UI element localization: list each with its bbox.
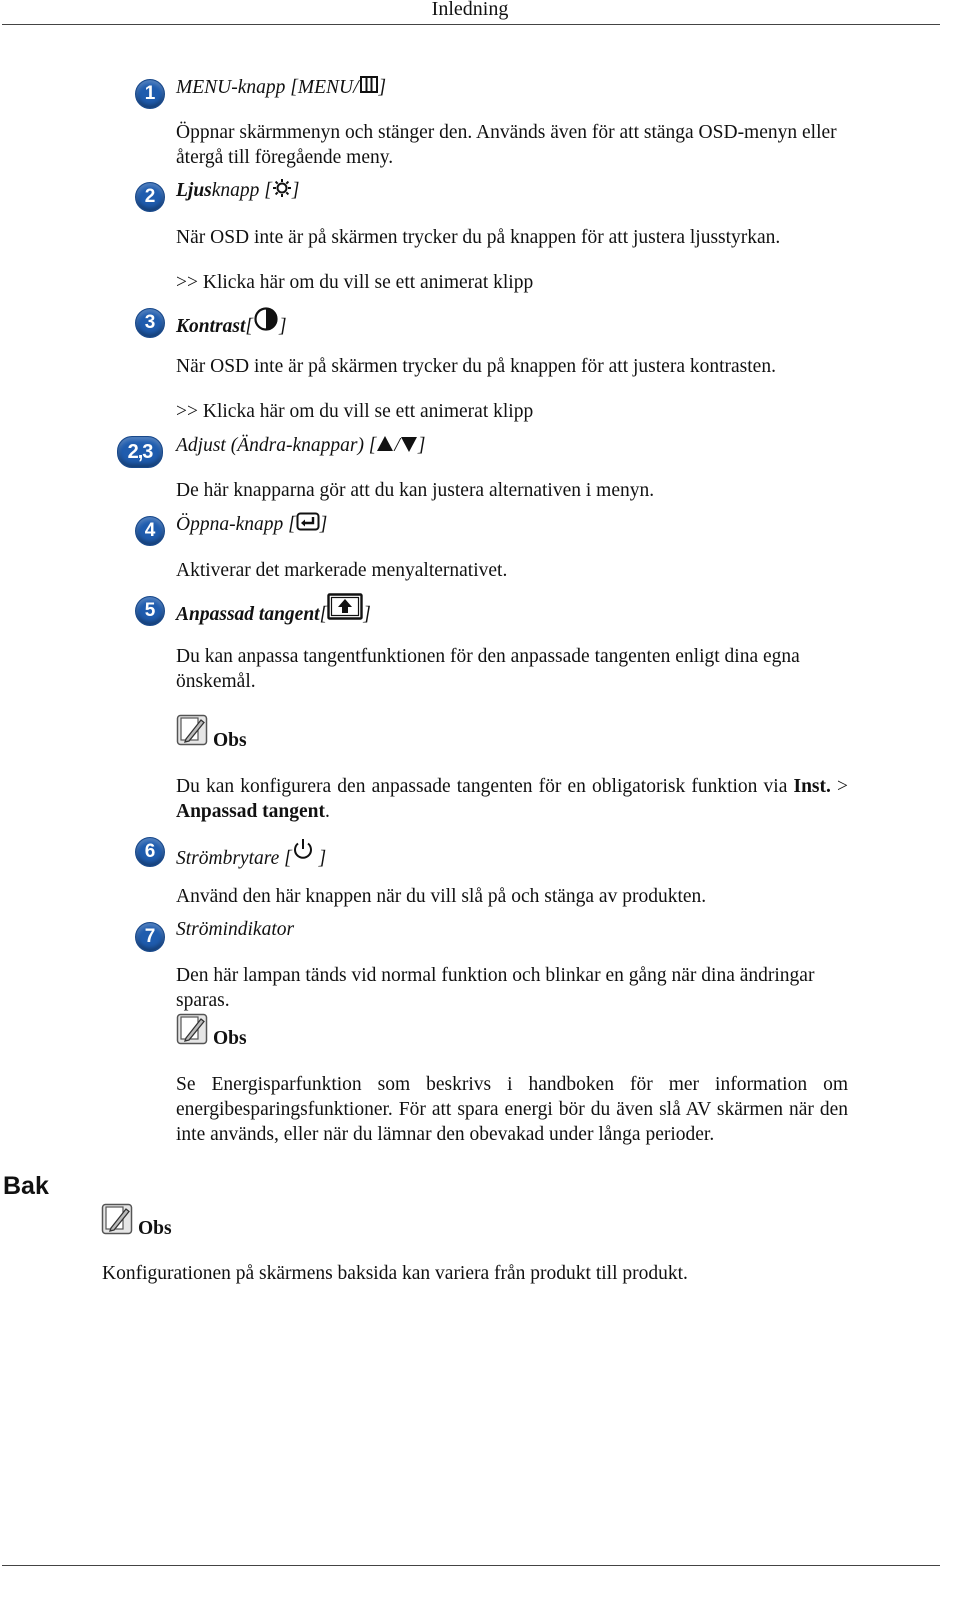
number-badge-6: 6 — [135, 837, 165, 867]
footer-rule — [2, 1565, 940, 1566]
item-5-heading — [176, 593, 371, 627]
item-3-animation-link[interactable]: >> Klicka här om du vill se ett animerat klipp — [176, 401, 534, 422]
section-title-bak: Bak — [3, 1172, 49, 1200]
item-2-heading-prefix: knapp [ — [211, 180, 272, 201]
number-badge-4: 4 — [135, 516, 165, 546]
note-icon — [101, 1203, 133, 1235]
item-2-heading — [176, 178, 299, 203]
up-arrow-icon — [376, 435, 394, 453]
note-label-3: Obs — [138, 1218, 172, 1239]
item-5-heading-bold: Anpassad tangent — [176, 604, 320, 625]
down-arrow-icon — [400, 435, 418, 453]
item-2-heading-suffix: ] — [291, 180, 300, 201]
item-2-3-description: De här knapparna gör att du kan justera alternativen i menyn. — [176, 480, 655, 501]
item-6-heading — [176, 838, 326, 871]
item-2-description: När OSD inte är på skärmen trycker du på knappen för att justera ljusstyrkan. — [176, 227, 781, 248]
item-7-heading: Strömindikator — [176, 919, 295, 940]
custom-key-icon — [327, 593, 363, 621]
item-2-3-heading — [176, 433, 425, 458]
item-6-description: Använd den här knappen när du vill slå på och stänga av produkten. — [176, 886, 707, 907]
item-1-heading-suffix: ] — [378, 77, 387, 98]
contrast-icon — [253, 307, 279, 333]
number-badge-3: 3 — [135, 308, 165, 338]
page-header-title: Inledning — [431, 0, 509, 20]
note-text-1-bold-2: Anpassad tangent — [176, 801, 326, 822]
note-icon — [176, 1013, 208, 1045]
power-icon — [292, 838, 314, 862]
item-1-description: Öppnar skärmmenyn och stänger den. Används även för att stänga OSD-menyn eller återgå till föregående meny. — [176, 122, 837, 168]
item-2-3-heading-mid: / — [394, 435, 400, 456]
item-5-description: Du kan anpassa tangentfunktionen för den anpassade tangenten enligt dina egna önskemål. — [176, 646, 800, 692]
item-3-heading — [176, 307, 287, 339]
number-badge-5: 5 — [135, 596, 165, 626]
number-badge-1: 1 — [135, 79, 165, 109]
item-2-3-heading-prefix: Adjust (Ändra-knappar) [ — [176, 435, 377, 456]
item-2-3-heading-suffix: ] — [417, 435, 426, 456]
number-badge-2-3: 2,3 — [117, 436, 163, 468]
note-label-2: Obs — [213, 1028, 247, 1049]
note-text-1-bold-1: Inst. — [793, 776, 831, 797]
item-7-description: Den här lampan tänds vid normal funktion och blinkar en gång när dina ändringar sparas. — [176, 965, 815, 1011]
item-4-heading-prefix: Öppna-knapp [ — [176, 514, 296, 535]
note-text-1 — [176, 774, 848, 824]
note-text-1-before: Du kan konfigurera den anpassade tangenten för en obligatorisk funktion via — [176, 776, 794, 797]
note-text-1-mid: > — [830, 776, 849, 797]
item-3-heading-prefix: [ — [245, 316, 253, 337]
number-badge-2: 2 — [135, 182, 165, 212]
enter-icon — [296, 512, 320, 532]
item-2-animation-link[interactable]: >> Klicka här om du vill se ett animerat klipp — [176, 272, 534, 293]
item-5-heading-prefix: [ — [319, 604, 328, 625]
item-5-heading-suffix: ] — [363, 604, 371, 625]
note-label-1: Obs — [213, 730, 247, 751]
item-3-heading-bold: Kontrast — [176, 316, 246, 337]
item-3-description: När OSD inte är på skärmen trycker du på knappen för att justera kontrasten. — [176, 356, 776, 377]
back-section-text: Konfigurationen på skärmens baksida kan variera från produkt till produkt. — [102, 1263, 688, 1284]
menu-icon — [359, 75, 379, 95]
note-text-1-after: . — [325, 801, 330, 822]
item-2-heading-bold: Ljus — [176, 180, 212, 201]
brightness-icon — [272, 178, 292, 198]
item-6-heading-prefix: Strömbrytare [ — [176, 848, 292, 869]
item-4-heading-suffix: ] — [319, 514, 328, 535]
item-3-heading-suffix: ] — [278, 316, 287, 337]
item-1-heading — [176, 75, 386, 100]
item-4-heading — [176, 512, 327, 537]
item-1-heading-prefix: MENU-knapp [MENU/ — [176, 77, 359, 98]
note-icon — [176, 714, 208, 746]
item-6-heading-suffix: ] — [313, 848, 327, 869]
number-badge-7: 7 — [135, 922, 165, 952]
note-text-2: Se Energisparfunktion som beskrivs i handboken för mer information om energibesparingsfunktioner. För att spara energi bör du även slå AV skärmen när den inte används, eller när du lämnar den obevakad under långa perioder. — [176, 1074, 848, 1145]
item-4-description: Aktiverar det markerade menyalternativet. — [176, 560, 508, 581]
header-rule — [2, 24, 940, 25]
